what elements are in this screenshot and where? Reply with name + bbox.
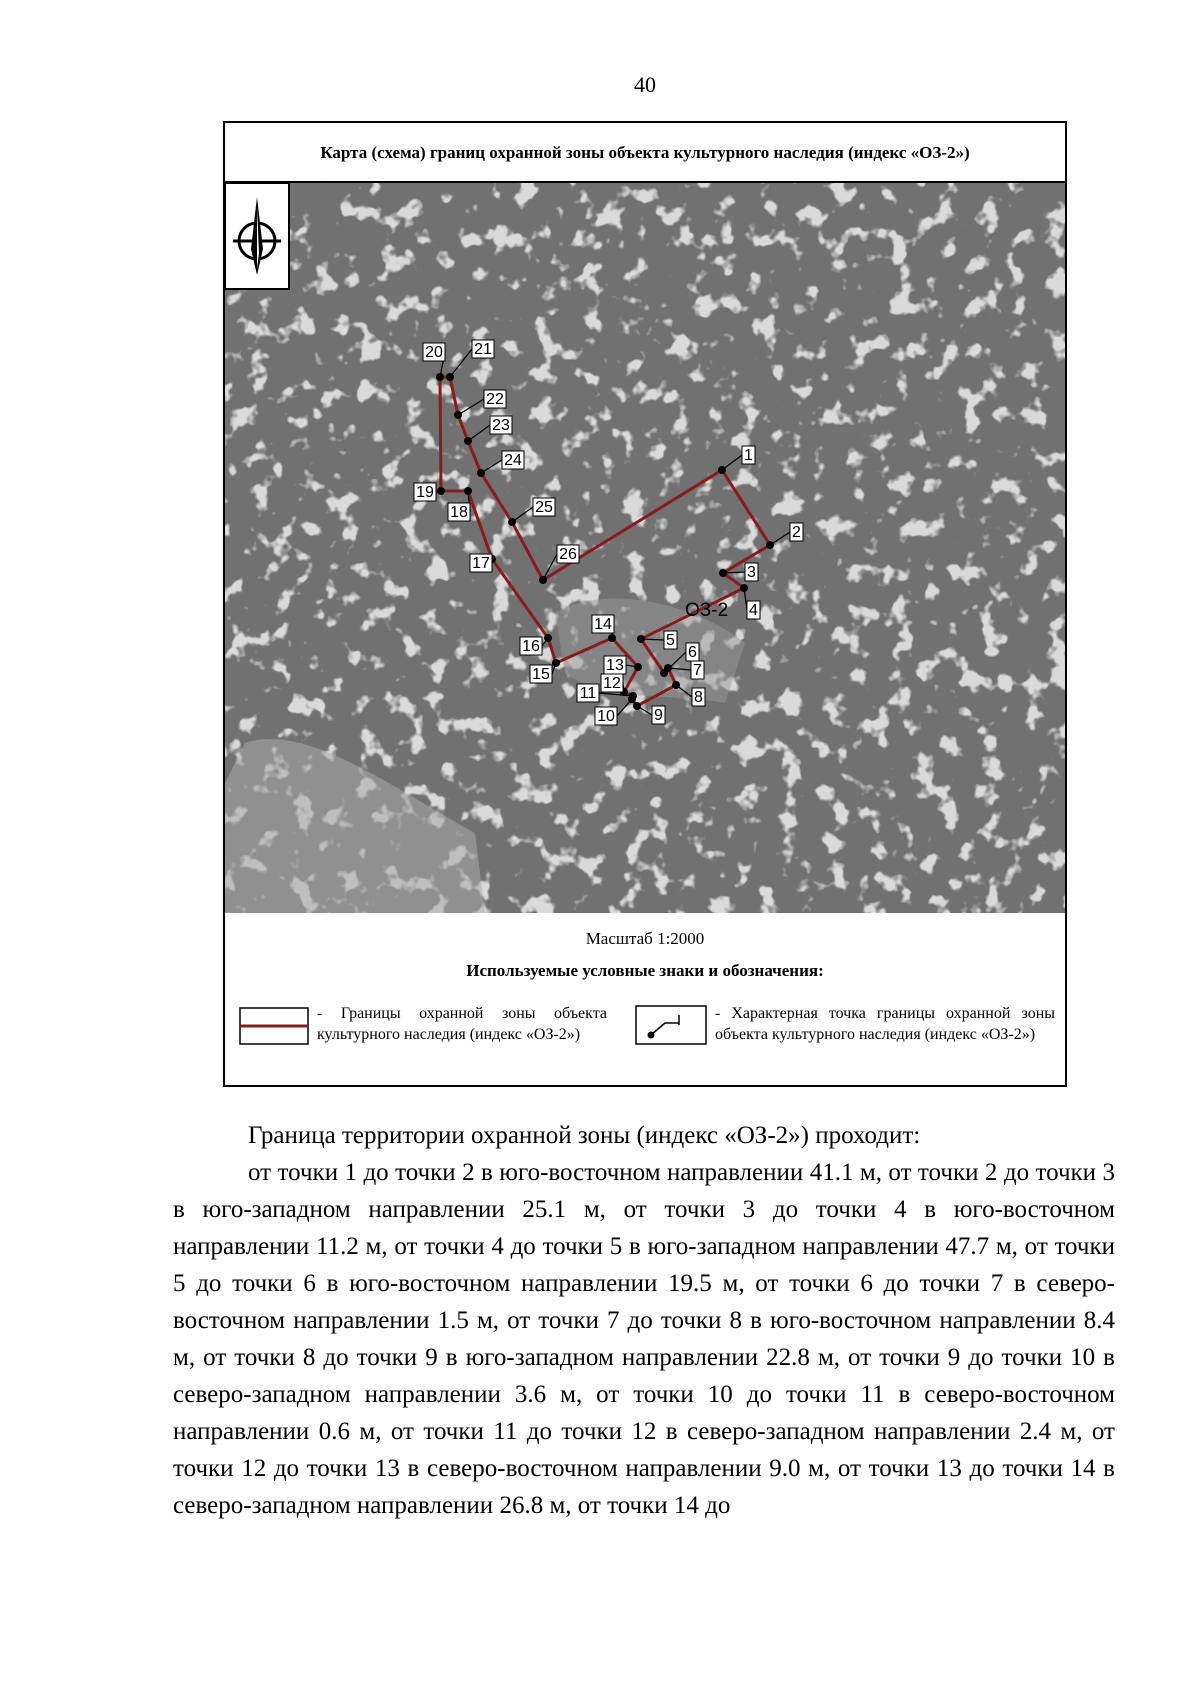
boundary-point-marker bbox=[437, 487, 445, 495]
zone-label: ОЗ-2 bbox=[685, 600, 729, 621]
boundary-point-marker bbox=[552, 659, 560, 667]
boundary-point-label: 20 bbox=[425, 344, 443, 361]
map-frame bbox=[223, 121, 1067, 1087]
boundary-point-label: 10 bbox=[597, 708, 615, 725]
map-image bbox=[225, 183, 1065, 913]
boundary-point-label: 14 bbox=[594, 616, 612, 633]
boundary-point-label: 2 bbox=[792, 524, 801, 541]
boundary-point-marker bbox=[672, 681, 680, 689]
boundary-point-marker bbox=[464, 487, 472, 495]
boundary-point-17 bbox=[470, 554, 496, 572]
boundary-point-marker bbox=[633, 702, 641, 710]
boundary-point-marker bbox=[477, 469, 485, 477]
boundary-point-label: 26 bbox=[559, 546, 577, 563]
boundary-point-label: 24 bbox=[504, 452, 522, 469]
body-text bbox=[173, 1117, 1115, 1524]
legend-title: Используемые условные знаки и обозначения: bbox=[466, 961, 824, 980]
boundary-point-label: 8 bbox=[694, 689, 703, 706]
body-paragraph: от точки 1 до точки 2 в юго-восточном направлении 41.1 м, от точки 2 до точки 3 в юго-западном направлении 25.1 м, от точки 3 до точки 4 в юго-восточном направлении 11.2 м, от точки 4 до точки 5 в юго-западном направлении 47.7 м, от точки 5 до точки 6 в юго-восточном направлении 19.5 м, от точки 6 до точки 7 в северо-восточном направлении 1.5 м, от точки 7 до точки 8 в юго-восточном направлении 8.4 м, от точки 8 до точки 9 в юго-западном направлении 22.8 м, от точки 9 до точки 10 в северо-западном направлении 3.6 м, от точки 10 до точки 11 в северо-восточном направлении 0.6 м, от точки 11 до точки 12 в северо-западном направлении 2.4 м, от точки 12 до точки 13 в северо-восточном направлении 9.0 м, от точки 13 до точки 14 в северо-западном направлении 26.8 м, от точки 14 до bbox=[173, 1159, 1115, 1519]
boundary-point-label: 5 bbox=[666, 632, 675, 649]
boundary-point-label: 12 bbox=[603, 675, 621, 692]
boundary-point-marker bbox=[766, 541, 774, 549]
satellite-map bbox=[225, 183, 1065, 913]
boundary-point-label: 11 bbox=[579, 685, 597, 702]
boundary-point-marker bbox=[634, 663, 642, 671]
boundary-point-marker bbox=[544, 634, 552, 642]
map-scale: Масштаб 1:2000 bbox=[585, 929, 705, 948]
boundary-point-marker bbox=[629, 692, 637, 700]
boundary-point-label: 19 bbox=[416, 484, 434, 501]
boundary-point-marker bbox=[718, 466, 726, 474]
boundary-point-marker bbox=[464, 437, 472, 445]
boundary-point-label: 23 bbox=[492, 417, 510, 434]
boundary-point-label: 4 bbox=[749, 602, 758, 619]
boundary-point-label: 22 bbox=[486, 391, 504, 408]
boundary-point-marker bbox=[719, 569, 727, 577]
boundary-point-label: 1 bbox=[744, 447, 753, 464]
boundary-point-marker bbox=[664, 664, 672, 672]
map-title: Карта (схема) границ охранной зоны объекта культурного наследия (индекс «ОЗ-2») bbox=[225, 123, 1065, 183]
boundary-point-marker bbox=[436, 373, 444, 381]
boundary-point-label: 15 bbox=[532, 666, 550, 683]
boundary-point-marker bbox=[740, 584, 748, 592]
boundary-point-label: 6 bbox=[688, 644, 697, 661]
boundary-point-marker bbox=[637, 635, 645, 643]
boundary-point-marker bbox=[454, 411, 462, 419]
body-heading: Граница территории охранной зоны (индекс «ОЗ-2») проходит: bbox=[248, 1122, 921, 1149]
characteristic-point-legend-icon bbox=[635, 1005, 707, 1047]
boundary-point-label: 18 bbox=[450, 504, 468, 521]
boundary-point-label: 13 bbox=[606, 657, 624, 674]
boundary-point-label: 25 bbox=[535, 499, 553, 516]
legend-point-text: - Характерная точка границы охранной зоны объекта культурного наследия (индекс «ОЗ-2») bbox=[715, 1005, 1055, 1043]
boundary-point-label: 16 bbox=[522, 638, 540, 655]
boundary-line-legend-icon bbox=[239, 1007, 309, 1047]
boundary-point-marker bbox=[608, 634, 616, 642]
boundary-point-label: 21 bbox=[474, 341, 492, 358]
legend-boundary-text: - Границы охранной зоны объекта культурного наследия (индекс «ОЗ-2») bbox=[317, 1005, 607, 1043]
boundary-point-label: 17 bbox=[472, 555, 490, 572]
north-arrow-icon bbox=[225, 183, 289, 289]
boundary-point-marker bbox=[508, 518, 516, 526]
boundary-point-label: 7 bbox=[693, 662, 702, 679]
boundary-point-marker bbox=[446, 373, 454, 381]
boundary-point-label: 3 bbox=[747, 564, 756, 581]
boundary-point-label: 9 bbox=[654, 707, 663, 724]
page-number: 40 bbox=[634, 72, 656, 97]
boundary-point-marker bbox=[539, 576, 547, 584]
